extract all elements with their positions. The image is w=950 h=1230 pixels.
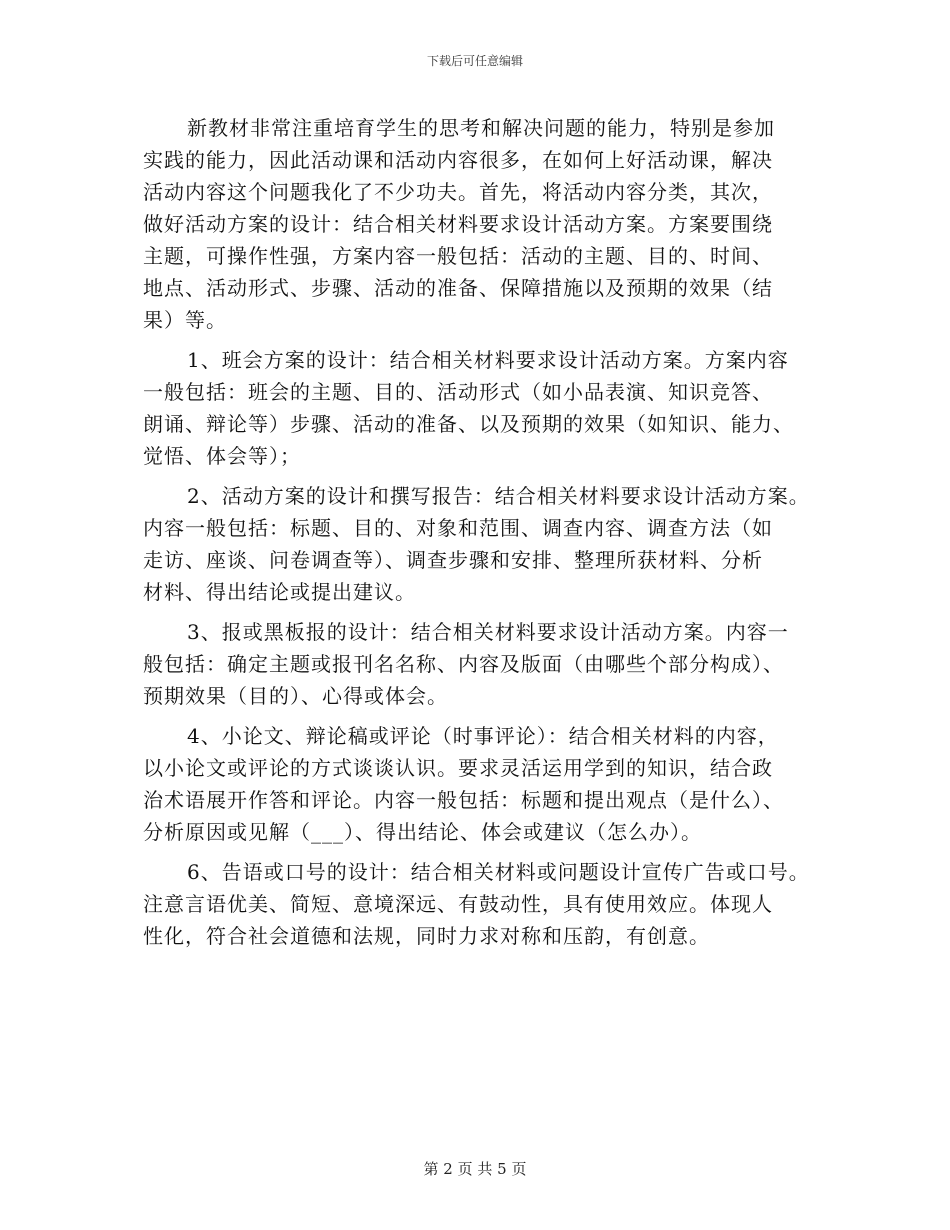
text-line: 4、小论文、辩论稿或评论（时事评论）：结合相关材料的内容， (187, 724, 779, 748)
paragraph-item-4 (143, 720, 828, 848)
page-number-footer: 第 2 页 共 5 页 (423, 1160, 527, 1178)
paragraph-item-2 (143, 480, 828, 608)
text-line: 主题，可操作性强，方案内容一般包括：活动的主题、目的、时间、 (143, 244, 773, 268)
text-line: 一般包括：班会的主题、目的、活动形式（如小品表演、知识竞答、 (143, 380, 773, 404)
text-line: 6、告语或口号的设计：结合相关材料或问题设计宣传广告或口号。 (187, 860, 810, 884)
page-header: 下载后可任意编辑 (426, 54, 523, 68)
text-line: 做好活动方案的设计：结合相关材料要求设计活动方案。方案要围绕 (143, 212, 773, 236)
text-line: 分析原因或见解（___）、得出结论、体会或建议（怎么办）。 (143, 820, 702, 844)
text-line: 朗诵、辩论等）步骤、活动的准备、以及预期的效果（如知识、能力、 (143, 412, 794, 436)
text-line: 新教材非常注重培育学生的思考和解决问题的能力，特别是参加 (187, 116, 775, 140)
text-line: 走访、座谈、问卷调查等）、调查步骤和安排、整理所获材料、分析 (143, 548, 763, 572)
text-line: 般包括：确定主题或报刊名名称、内容及版面（由哪些个部分构成）、 (143, 652, 784, 676)
text-line: 活动内容这个问题我化了不少功夫。首先，将活动内容分类，其次， (143, 180, 773, 204)
text-line: 1、班会方案的设计：结合相关材料要求设计活动方案。方案内容 (187, 348, 789, 372)
text-line: 实践的能力，因此活动课和活动内容很多，在如何上好活动课，解决 (143, 148, 773, 172)
text-line: 果）等。 (143, 308, 227, 332)
text-line: 治术语展开作答和评论。内容一般包括：标题和提出观点（是什么）、 (143, 788, 784, 812)
text-line: 内容一般包括：标题、目的、对象和范围、调查内容、调查方法（如 (143, 516, 773, 540)
text-line: 预期效果（目的）、心得或体会。 (143, 684, 448, 708)
paragraph-item-1 (143, 344, 828, 472)
paragraph-intro (143, 112, 828, 336)
text-line: 2、活动方案的设计和撰写报告：结合相关材料要求设计活动方案。 (187, 484, 810, 508)
text-line: 性化，符合社会道德和法规，同时力求对称和压韵，有创意。 (143, 924, 710, 948)
text-line: 注意言语优美、简短、意境深远、有鼓动性，具有使用效应。体现人 (143, 892, 773, 916)
document-body (143, 112, 828, 960)
text-line: 以小论文或评论的方式谈谈认识。要求灵活运用学到的知识，结合政 (143, 756, 773, 780)
paragraph-item-3 (143, 616, 828, 712)
text-line: 地点、活动形式、步骤、活动的准备、保障措施以及预期的效果（结 (143, 276, 773, 300)
paragraph-item-6 (143, 856, 828, 952)
text-line: 觉悟、体会等）； (143, 444, 301, 468)
text-line: 3、报或黑板报的设计：结合相关材料要求设计活动方案。内容一 (187, 620, 789, 644)
text-line: 材料、得出结论或提出建议。 (143, 580, 416, 604)
